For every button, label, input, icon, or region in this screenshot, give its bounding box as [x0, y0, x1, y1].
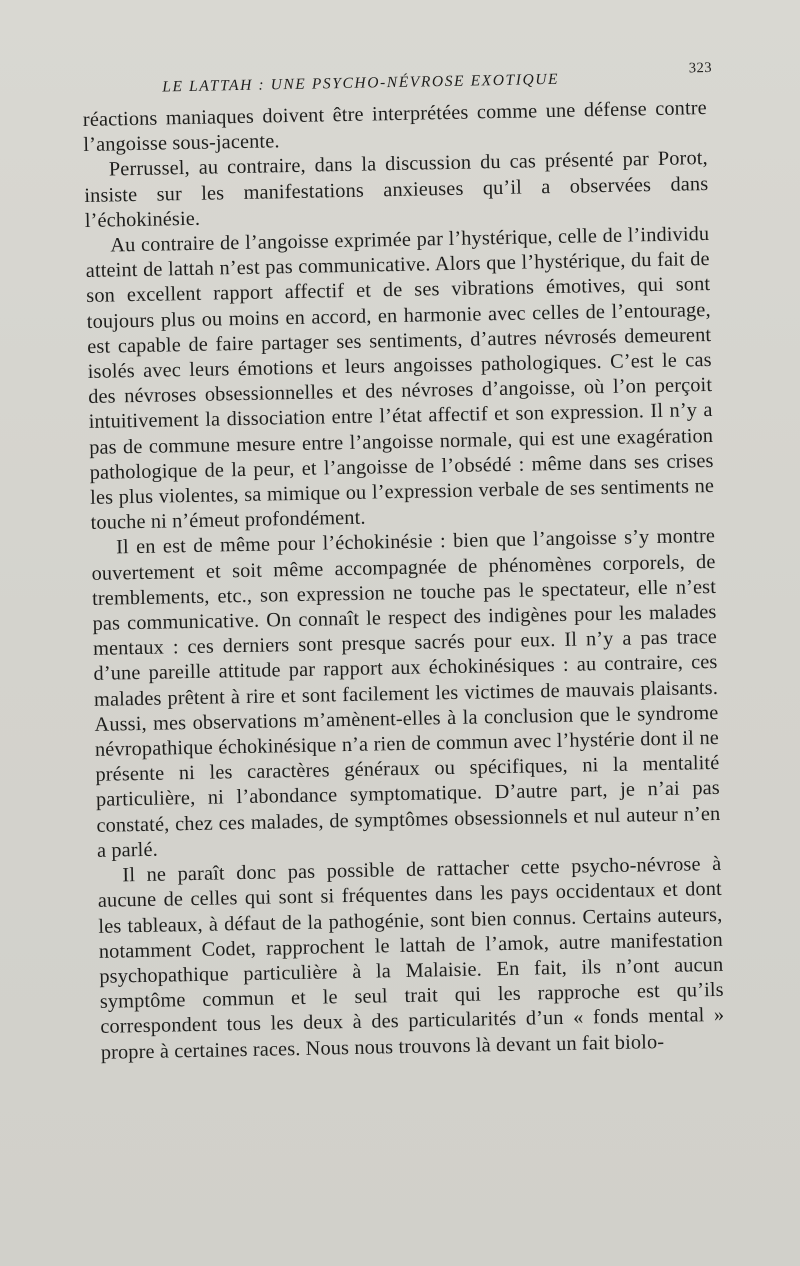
running-title: LE LATTAH : UNE PSYCHO-NÉVROSE EXOTIQUE [162, 70, 560, 96]
page-number: 323 [688, 59, 713, 77]
paragraph-continued: réactions maniaques doivent être interprétées comme une défense contre l’angoisse sous-jacente. [82, 97, 708, 157]
paragraph-perrussel: Perrussel, au contraire, dans la discussion du cas présenté par Porot, insiste sur les manifestations anxieuses qu’il a observées dans l’échokinésie. [84, 147, 709, 232]
paragraph-conclusion: Il ne paraît donc pas possible de rattacher cette psycho-névrose à aucune de celles qui sont si fréquentes dans les pays occidentaux et dont les tableaux, à défaut de la pathogénie, sont bien connus. Certains auteurs, notamment Codet, rapprochent le lattah de l’amok, autre manifestation psychopathique particulière à la Malaisie. En fait, ils n’ont aucun symptôme commun et le seul trait qui les rapproche est qu’ils correspondent tous les deux à des particularités d’un « fonds mental » propre à certaines races. Nous nous trouvons là devant un fait biolo- [97, 852, 725, 1064]
paragraph-angoisse-hysterique: Au contraire de l’angoisse exprimée par l’hystérique, celle de l’individu atteint de lattah n’est pas communicative. Alors que l’hystérique, du fait de son excellent rapport affectif et de ses vibrations émotives, qui sont toujours plus ou moins en accord, en harmonie avec celles de l’entourage, est capable de faire partager ses sentiments, d’autres névrosés demeurent isolés avec leurs émotions et leurs angoisses pathologiques. C’est le cas des névroses obsessionnelles et des névroses d’angoisse, où l’on perçoit intuitivement la dissociation entre l’état affectif et son expression. Il n’y a pas de commune mesure entre l’angoisse normale, qui est une exagération pathologique de la peur, et l’angoisse de l’obsédé : même dans ses crises les plus violentes, sa mimique ou l’expression verbale de ses sentiments ne touche ni n’émeut profondément. [85, 223, 715, 535]
body-text [83, 96, 725, 1066]
page-content [82, 60, 725, 1066]
paragraph-echokinesie: Il en est de même pour l’échokinésie : bien que l’angoisse s’y montre ouvertement et soit même accompagnée de phénomènes corporels, de tremblements, etc., son expression ne touche pas le spectateur, elle n’est pas communicative. On connaît le respect des indigènes pour les malades mentaux : ces derniers sont presque sacrés pour eux. Il n’y a pas trace d’une pareille attitude par rapport aux échokinésiques : au contraire, ces malades prêtent à rire et sont facilement les victimes de mauvais plaisants. Aussi, mes observations m’amènent-elles à la conclusion que le syndrome névropathique échokinésique n’a rien de commun avec l’hystérie dont il ne présente ni les caractères généraux ou spécifiques, ni la mentalité particulière, ni l’abondance symptomatique. D’autre part, je n’ai pas constaté, chez ces malades, de symptômes obsessionnels et nul auteur n’en a parlé. [91, 525, 721, 862]
